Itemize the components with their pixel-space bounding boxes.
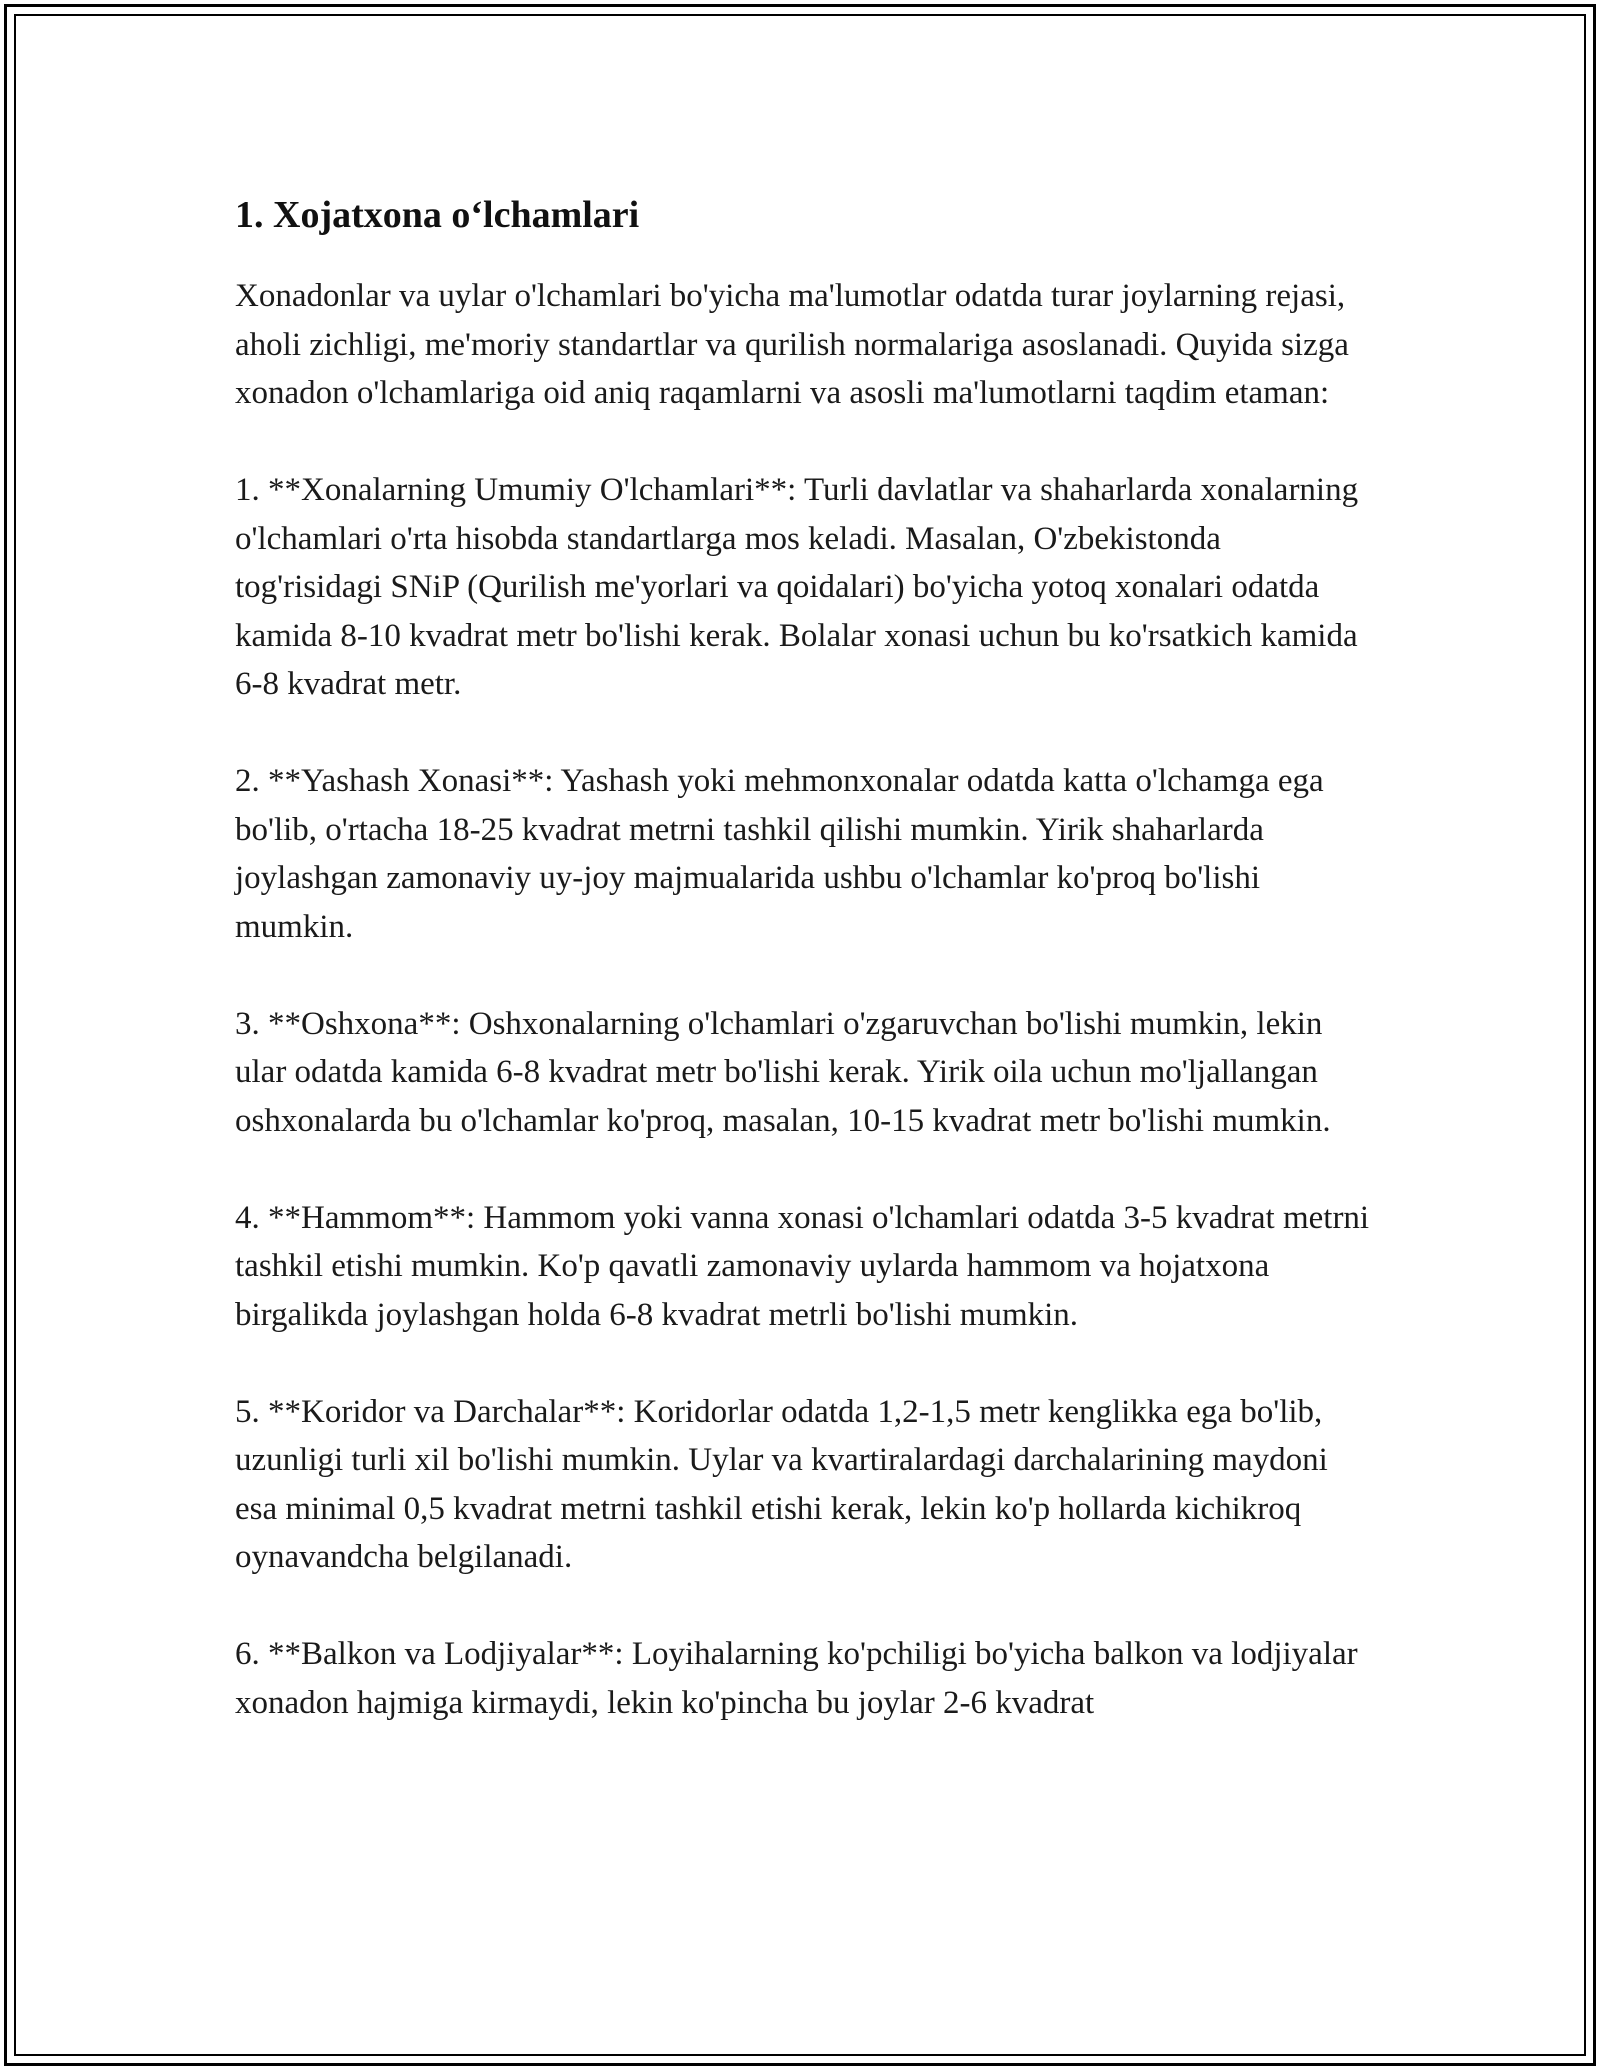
paragraph-kitchen: 3. **Oshxona**: Oshxonalarning o'lchamlari o'zgaruvchan bo'lishi mumkin, lekin ular odatda kamida 6-8 kvadrat metr bo'lishi kerak. Yirik oila uchun mo'ljallangan oshxonalarda bu o'lchamlar ko'proq, masalan, 10-15 kvadrat metr bo'lishi mumkin.: [235, 1005, 1331, 1139]
paragraph-room-sizes: 1. **Xonalarning Umumiy O'lchamlari**: Turli davlatlar va shaharlarda xonalarning o'lchamlari o'rta hisobda standartlarga mos keladi. Masalan, O'zbekistonda tog'risidagi SNiP (Qurilish me'yorlari va qoidalari) bo'yicha yotoq xonalari odatda kamida 8-10 kvadrat metr bo'lishi kerak. Bolalar xonasi uchun bu ko'rsatkich kamida 6-8 kvadrat metr.: [235, 472, 1359, 702]
paragraph-living-room: 2. **Yashash Xonasi**: Yashash yoki mehmonxonalar odatda katta o'lchamga ega bo'lib, o'rtacha 18-25 kvadrat metrni tashkil qilishi mumkin. Yirik shaharlarda joylashgan zamonaviy uy-joy majmualarida ushbu o'lchamlar ko'proq bo'lishi mumkin.: [235, 763, 1324, 945]
intro-paragraph: Xonadonlar va uylar o'lchamlari bo'yicha ma'lumotlar odatda turar joylarning rejasi, aholi zichligi, me'moriy standartlar va qurilish normalariga asoslanadi. Quyida sizga xonadon o'lchamlariga oid aniq raqamlarni va asosli ma'lumotlarni taqdim etaman:: [235, 278, 1349, 411]
paragraph-balcony: 6. **Balkon va Lodjiyalar**: Loyihalarning ko'pchiligi bo'yicha balkon va lodjiyalar xonadon hajmiga kirmaydi, lekin ko'pincha bu joylar 2-6 kvadrat: [235, 1636, 1358, 1721]
paragraph-bathroom: 4. **Hammom**: Hammom yoki vanna xonasi o'lchamlari odatda 3-5 kvadrat metrni tashkil etishi mumkin. Ko'p qavatli zamonaviy uylarda hammom va hojatxona birgalikda joylashgan holda 6-8 kvadrat metrli bo'lishi mumkin.: [235, 1199, 1370, 1333]
paragraph-corridor-windows: 5. **Koridor va Darchalar**: Koridorlar odatda 1,2-1,5 metr kenglikka ega bo'lib, uzunligi turli xil bo'lishi mumkin. Uylar va kvartiralardagi darchalarining maydoni esa minimal 0,5 kvadrat metrni tashkil etishi kerak, lekin ko'p hollarda kichikroq oynavandcha belgilanadi.: [235, 1393, 1328, 1575]
document-body: [235, 188, 1375, 1776]
section-heading: 1. Xojatxona o‘lchamlari: [235, 194, 640, 236]
